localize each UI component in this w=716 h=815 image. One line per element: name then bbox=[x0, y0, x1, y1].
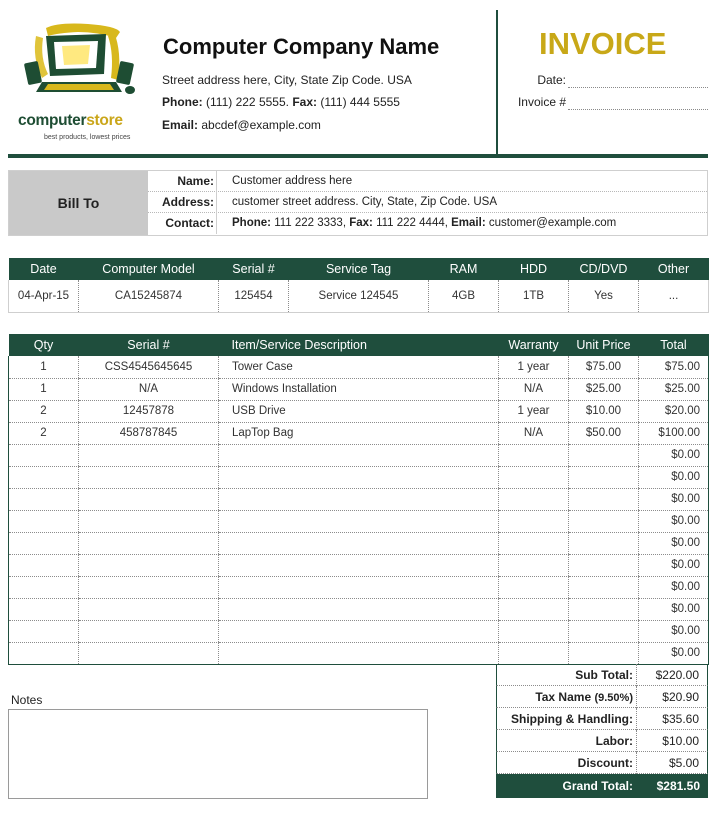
spec-header-model: Computer Model bbox=[79, 258, 219, 280]
invoice-number-label: Invoice # bbox=[517, 95, 566, 109]
item-unit-price[interactable] bbox=[569, 598, 639, 620]
item-unit-price[interactable] bbox=[569, 444, 639, 466]
item-qty[interactable]: 1 bbox=[9, 378, 79, 400]
spec-header-row bbox=[9, 258, 709, 280]
notes-field[interactable] bbox=[8, 709, 428, 799]
item-description[interactable]: Windows Installation bbox=[219, 378, 499, 400]
item-serial[interactable] bbox=[79, 620, 219, 642]
item-serial[interactable] bbox=[79, 488, 219, 510]
notes-label: Notes bbox=[11, 693, 43, 707]
spec-cd-dvd[interactable]: Yes bbox=[569, 280, 639, 312]
item-description[interactable]: LapTop Bag bbox=[219, 422, 499, 444]
item-description[interactable] bbox=[219, 620, 499, 642]
item-total: $0.00 bbox=[639, 620, 709, 642]
invoice-title: INVOICE bbox=[539, 26, 667, 61]
item-qty[interactable] bbox=[9, 466, 79, 488]
item-description[interactable] bbox=[219, 554, 499, 576]
item-qty[interactable] bbox=[9, 532, 79, 554]
spec-service-tag[interactable]: Service 124545 bbox=[289, 280, 429, 312]
item-warranty[interactable] bbox=[499, 488, 569, 510]
item-warranty[interactable] bbox=[499, 576, 569, 598]
spec-other[interactable]: ... bbox=[639, 280, 709, 312]
spec-header-cd-dvd: CD/DVD bbox=[569, 258, 639, 280]
invoice-header bbox=[8, 8, 708, 155]
item-total: $20.00 bbox=[639, 400, 709, 422]
computer-spec-table bbox=[8, 258, 709, 313]
item-warranty[interactable] bbox=[499, 444, 569, 466]
company-address: Street address here, City, State Zip Code. USA bbox=[162, 73, 412, 87]
item-qty[interactable]: 1 bbox=[9, 356, 79, 378]
item-serial[interactable]: 458787845 bbox=[79, 422, 219, 444]
discount-label: Discount: bbox=[497, 752, 637, 774]
item-total: $25.00 bbox=[639, 378, 709, 400]
item-warranty[interactable] bbox=[499, 598, 569, 620]
company-phone-fax: Phone: (111) 222 5555. Fax: (111) 444 5555 bbox=[162, 95, 400, 109]
table-row bbox=[9, 620, 709, 642]
spec-date[interactable]: 04-Apr-15 bbox=[9, 280, 79, 312]
spec-hdd[interactable]: 1TB bbox=[499, 280, 569, 312]
item-serial[interactable] bbox=[79, 576, 219, 598]
discount-value[interactable]: $5.00 bbox=[668, 756, 699, 770]
item-unit-price[interactable]: $75.00 bbox=[569, 356, 639, 378]
bill-to-name-label: Name: bbox=[148, 171, 217, 192]
labor-label: Labor: bbox=[497, 730, 637, 752]
item-qty[interactable] bbox=[9, 642, 79, 664]
bill-to-name[interactable]: Customer address here bbox=[232, 175, 353, 187]
subtotal-row bbox=[496, 664, 708, 686]
item-unit-price[interactable] bbox=[569, 488, 639, 510]
subtotal-value: $220.00 bbox=[655, 668, 699, 682]
invoice-date-label: Date: bbox=[537, 73, 566, 87]
item-serial[interactable] bbox=[79, 510, 219, 532]
logo-tagline: best products, lowest prices bbox=[44, 134, 131, 141]
grand-total-value: $281.50 bbox=[656, 779, 700, 793]
computer-logo-icon bbox=[18, 22, 148, 110]
item-qty[interactable]: 2 bbox=[9, 400, 79, 422]
table-row bbox=[9, 378, 709, 400]
bill-to-name-row bbox=[148, 171, 707, 192]
grand-total-row bbox=[496, 774, 708, 798]
table-row bbox=[9, 466, 709, 488]
table-row bbox=[9, 532, 709, 554]
item-warranty[interactable] bbox=[499, 532, 569, 554]
item-total: $0.00 bbox=[639, 642, 709, 664]
item-description[interactable] bbox=[219, 642, 499, 664]
table-row bbox=[9, 554, 709, 576]
item-qty[interactable]: 2 bbox=[9, 422, 79, 444]
bill-to-contact-row bbox=[148, 213, 707, 234]
tax-row bbox=[496, 686, 708, 708]
spec-header-other: Other bbox=[639, 258, 709, 280]
item-unit-price[interactable] bbox=[569, 466, 639, 488]
item-qty[interactable] bbox=[9, 576, 79, 598]
item-unit-price[interactable] bbox=[569, 620, 639, 642]
item-total: $0.00 bbox=[639, 488, 709, 510]
labor-row bbox=[496, 730, 708, 752]
item-description[interactable] bbox=[219, 444, 499, 466]
item-warranty[interactable] bbox=[499, 510, 569, 532]
item-total: $0.00 bbox=[639, 444, 709, 466]
table-row bbox=[9, 642, 709, 664]
labor-value[interactable]: $10.00 bbox=[662, 734, 699, 748]
item-serial[interactable]: CSS4545645645 bbox=[79, 356, 219, 378]
item-description[interactable] bbox=[219, 598, 499, 620]
item-description[interactable] bbox=[219, 466, 499, 488]
items-header-description: Item/Service Description bbox=[219, 334, 499, 356]
item-warranty[interactable]: N/A bbox=[499, 378, 569, 400]
item-description[interactable] bbox=[219, 510, 499, 532]
item-warranty[interactable] bbox=[499, 466, 569, 488]
item-unit-price[interactable] bbox=[569, 642, 639, 664]
table-row bbox=[9, 444, 709, 466]
tax-label: Tax Name (9.50%) bbox=[497, 686, 637, 708]
item-serial[interactable] bbox=[79, 466, 219, 488]
company-email: Email: abcdef@example.com bbox=[162, 118, 321, 132]
discount-row bbox=[496, 752, 708, 774]
item-total: $0.00 bbox=[639, 576, 709, 598]
item-description[interactable]: Tower Case bbox=[219, 356, 499, 378]
item-qty[interactable] bbox=[9, 554, 79, 576]
item-total: $0.00 bbox=[639, 466, 709, 488]
item-qty[interactable] bbox=[9, 444, 79, 466]
bill-to-address-row bbox=[148, 192, 707, 213]
grand-total-label: Grand Total: bbox=[562, 779, 633, 793]
item-total: $0.00 bbox=[639, 554, 709, 576]
item-qty[interactable] bbox=[9, 488, 79, 510]
spec-header-service-tag: Service Tag bbox=[289, 258, 429, 280]
item-total: $0.00 bbox=[639, 510, 709, 532]
tax-value: $20.90 bbox=[662, 690, 699, 704]
item-warranty[interactable]: 1 year bbox=[499, 400, 569, 422]
table-row bbox=[9, 510, 709, 532]
item-serial[interactable]: N/A bbox=[79, 378, 219, 400]
item-qty[interactable] bbox=[9, 620, 79, 642]
item-unit-price[interactable] bbox=[569, 576, 639, 598]
table-row bbox=[9, 422, 709, 444]
item-unit-price[interactable] bbox=[569, 510, 639, 532]
spec-model[interactable]: CA15245874 bbox=[79, 280, 219, 312]
item-unit-price[interactable] bbox=[569, 532, 639, 554]
items-header-total: Total bbox=[639, 334, 709, 356]
spec-header-ram: RAM bbox=[429, 258, 499, 280]
item-warranty[interactable] bbox=[499, 620, 569, 642]
spec-ram[interactable]: 4GB bbox=[429, 280, 499, 312]
item-warranty[interactable]: 1 year bbox=[499, 356, 569, 378]
bill-to-address[interactable]: customer street address. City, State, Zip Code. USA bbox=[232, 196, 498, 208]
company-name: Computer Company Name bbox=[163, 34, 440, 59]
item-total: $100.00 bbox=[639, 422, 709, 444]
item-warranty[interactable]: N/A bbox=[499, 422, 569, 444]
header-rule bbox=[8, 154, 708, 158]
item-warranty[interactable] bbox=[499, 642, 569, 664]
items-header-unit-price: Unit Price bbox=[569, 334, 639, 356]
bill-to-title: Bill To bbox=[9, 171, 148, 235]
table-row bbox=[9, 356, 709, 378]
items-header-warranty: Warranty bbox=[499, 334, 569, 356]
item-unit-price[interactable] bbox=[569, 554, 639, 576]
item-qty[interactable] bbox=[9, 510, 79, 532]
logo-wordmark: computerstore bbox=[18, 112, 123, 129]
item-total: $0.00 bbox=[639, 598, 709, 620]
item-serial[interactable]: 12457878 bbox=[79, 400, 219, 422]
items-header-qty: Qty bbox=[9, 334, 79, 356]
item-unit-price[interactable]: $50.00 bbox=[569, 422, 639, 444]
invoice-number-field[interactable] bbox=[568, 94, 708, 110]
spec-serial[interactable]: 125454 bbox=[219, 280, 289, 312]
item-unit-price[interactable]: $25.00 bbox=[569, 378, 639, 400]
bill-to-section bbox=[8, 170, 708, 236]
table-row bbox=[9, 576, 709, 598]
shipping-row bbox=[496, 708, 708, 730]
item-description[interactable] bbox=[219, 576, 499, 598]
item-unit-price[interactable]: $10.00 bbox=[569, 400, 639, 422]
table-row bbox=[9, 598, 709, 620]
totals-section bbox=[496, 664, 708, 798]
shipping-label: Shipping & Handling: bbox=[497, 708, 637, 730]
table-row bbox=[9, 400, 709, 422]
item-description[interactable] bbox=[219, 488, 499, 510]
spec-row bbox=[9, 280, 709, 312]
items-header-serial: Serial # bbox=[79, 334, 219, 356]
item-serial[interactable] bbox=[79, 598, 219, 620]
item-serial[interactable] bbox=[79, 642, 219, 664]
bill-to-address-label: Address: bbox=[148, 192, 217, 213]
item-total: $0.00 bbox=[639, 532, 709, 554]
spec-header-serial: Serial # bbox=[219, 258, 289, 280]
spec-header-hdd: HDD bbox=[499, 258, 569, 280]
company-logo bbox=[18, 22, 153, 147]
line-items-table bbox=[8, 334, 709, 665]
bill-to-contact-label: Contact: bbox=[148, 213, 217, 234]
item-serial[interactable] bbox=[79, 554, 219, 576]
item-warranty[interactable] bbox=[499, 554, 569, 576]
subtotal-label: Sub Total: bbox=[497, 664, 637, 686]
item-qty[interactable] bbox=[9, 598, 79, 620]
item-serial[interactable] bbox=[79, 532, 219, 554]
item-description[interactable] bbox=[219, 532, 499, 554]
table-row bbox=[9, 488, 709, 510]
bill-to-contact[interactable]: Phone: 111 222 3333, Fax: 111 222 4444, Email: customer@example.com bbox=[232, 217, 617, 229]
invoice-date-field[interactable] bbox=[568, 72, 708, 88]
items-header-row bbox=[9, 334, 709, 356]
shipping-value[interactable]: $35.60 bbox=[662, 712, 699, 726]
spec-header-date: Date bbox=[9, 258, 79, 280]
item-total: $75.00 bbox=[639, 356, 709, 378]
item-serial[interactable] bbox=[79, 444, 219, 466]
item-description[interactable]: USB Drive bbox=[219, 400, 499, 422]
